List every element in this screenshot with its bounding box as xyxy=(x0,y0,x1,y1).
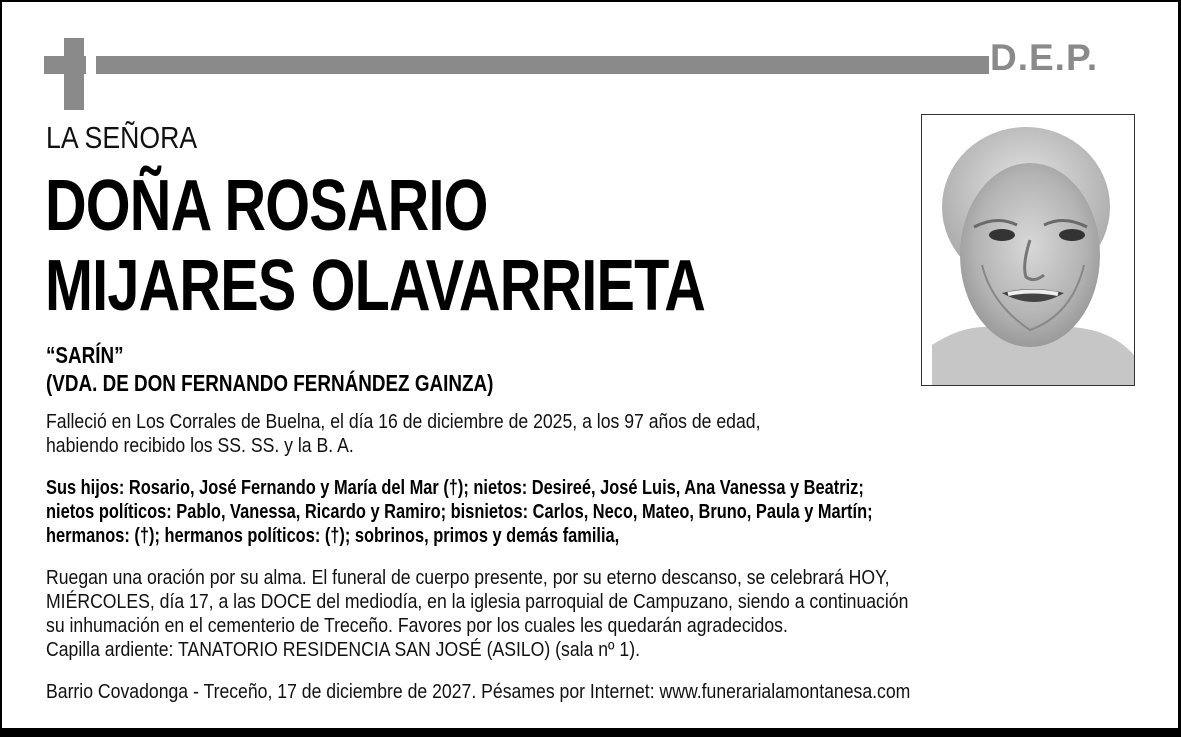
family-line: nietos políticos: Pablo, Vanessa, Ricardo y Ramiro; bisnietos: Carlos, Neco, Mateo, Bruno, Paula y Martín; xyxy=(46,500,873,523)
obituary-notice xyxy=(2,2,1178,728)
funeral-line: su inhumación en el cementerio de Treceño. Favores por los cuales les quedarán agradecidos. xyxy=(46,614,788,637)
portrait-image xyxy=(922,115,1134,385)
cross-icon-arm xyxy=(44,56,86,74)
dep-label: D.E.P. xyxy=(990,37,1099,78)
cross-icon xyxy=(64,38,84,110)
footer xyxy=(46,680,910,704)
funeral-line: Ruegan una oración por su alma. El funeral de cuerpo presente, por su eterno descanso, se celebrará HOY, xyxy=(46,566,890,589)
deceased-name-line2: MIJARES OLAVARRIETA xyxy=(45,246,706,326)
condolences-label: Pésames por Internet: xyxy=(481,680,660,703)
family-list xyxy=(46,476,873,548)
pretitle: LA SEÑORA xyxy=(46,120,198,155)
death-notice-line: Falleció en Los Corrales de Buelna, el día 16 de diciembre de 2025, a los 97 años de edad, xyxy=(46,410,761,433)
portrait-photo xyxy=(921,114,1135,386)
deceased-name-line1: DOÑA ROSARIO xyxy=(45,166,488,246)
family-line: Sus hijos: Rosario, José Fernando y María del Mar (†); nietos: Desireé, José Luis, Ana Vanessa y Beatriz; xyxy=(46,476,864,499)
place-date: Barrio Covadonga - Treceño, 17 de diciembre de 2027. xyxy=(46,680,482,703)
widow-of: (VDA. DE DON FERNANDO FERNÁNDEZ GAINZA) xyxy=(46,370,494,396)
nickname: “SARÍN” xyxy=(46,342,124,368)
family-line: hermanos: (†); hermanos políticos: (†); sobrinos, primos y demás familia, xyxy=(46,524,620,547)
funeral-line: Capilla ardiente: TANATORIO RESIDENCIA SAN JOSÉ (ASILO) (sala nº 1). xyxy=(46,638,640,661)
header-rule xyxy=(96,56,989,74)
death-notice xyxy=(46,410,760,458)
website-link[interactable]: www.funerarialamontanesa.com xyxy=(659,680,911,703)
funeral-details xyxy=(46,566,908,662)
death-notice-line: habiendo recibido los SS. SS. y la B. A. xyxy=(46,434,354,457)
funeral-line: MIÉRCOLES, día 17, a las DOCE del mediodía, en la iglesia parroquial de Campuzano, siendo a continuación xyxy=(46,590,909,613)
